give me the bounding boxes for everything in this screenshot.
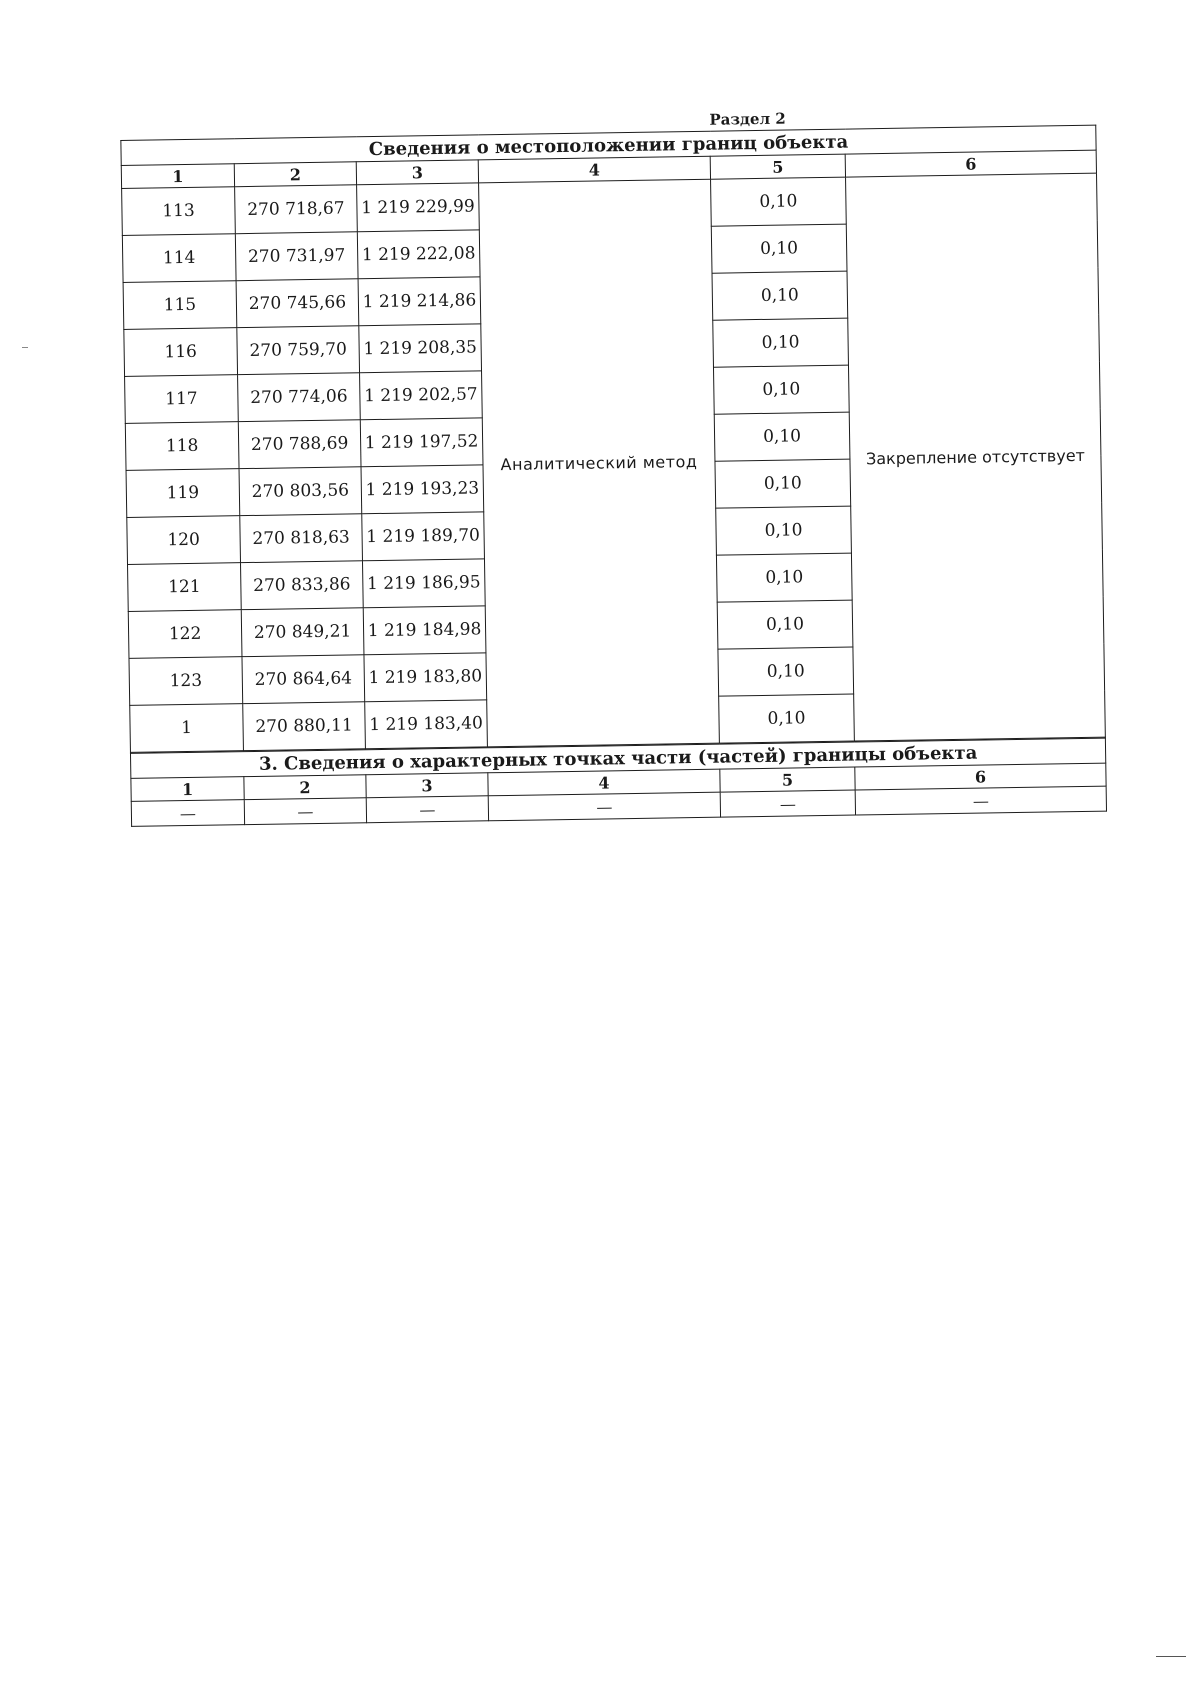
error-cell: 0,10 xyxy=(711,177,847,226)
table2-cell: — xyxy=(720,790,855,817)
fixing-cell: Закрепление отсутствует xyxy=(846,173,1106,741)
point-cell: 114 xyxy=(122,234,236,283)
table2-col-4: 4 xyxy=(488,769,720,796)
table2-col-2: 2 xyxy=(244,775,366,800)
parts-table xyxy=(130,738,1107,827)
error-cell: 0,10 xyxy=(713,318,849,367)
x-coordinate-cell: 270 849,21 xyxy=(241,608,364,657)
error-cell: 0,10 xyxy=(712,271,848,320)
table1-col-1: 1 xyxy=(121,164,234,189)
table2-col-3: 3 xyxy=(366,773,488,798)
y-coordinate-cell: 1 219 183,40 xyxy=(365,700,488,749)
error-cell: 0,10 xyxy=(717,600,853,649)
section-sheet xyxy=(120,103,1106,827)
scan-mark xyxy=(22,347,28,348)
y-coordinate-cell: 1 219 229,99 xyxy=(357,183,480,232)
table1-col-4: 4 xyxy=(478,156,710,183)
x-coordinate-cell: 270 803,56 xyxy=(239,467,362,516)
x-coordinate-cell: 270 731,97 xyxy=(235,232,358,281)
table1-col-5: 5 xyxy=(710,154,845,179)
scan-mark xyxy=(1156,1656,1186,1657)
point-cell: 117 xyxy=(125,375,239,424)
error-cell: 0,10 xyxy=(716,506,852,555)
y-coordinate-cell: 1 219 183,80 xyxy=(364,653,487,702)
x-coordinate-cell: 270 788,69 xyxy=(238,420,361,469)
point-cell: 119 xyxy=(126,469,240,518)
y-coordinate-cell: 1 219 202,57 xyxy=(360,371,483,420)
table1-col-6: 6 xyxy=(845,150,1096,177)
y-coordinate-cell: 1 219 197,52 xyxy=(360,418,483,467)
table2-cell: — xyxy=(366,796,488,823)
point-cell: 113 xyxy=(122,187,236,236)
table1-title: Сведения о местоположении границ объекта xyxy=(121,125,1096,165)
y-coordinate-cell: 1 219 193,23 xyxy=(361,465,484,514)
x-coordinate-cell: 270 864,64 xyxy=(242,655,365,704)
x-coordinate-cell: 270 833,86 xyxy=(240,561,363,610)
table1-col-2: 2 xyxy=(234,162,356,187)
y-coordinate-cell: 1 219 184,98 xyxy=(363,606,486,655)
x-coordinate-cell: 270 880,11 xyxy=(243,702,366,751)
table2-title: 3. Сведения о характерных точках части (частей) границы объекта xyxy=(130,738,1105,778)
point-cell: 121 xyxy=(128,563,242,612)
table2-cell: — xyxy=(131,800,244,827)
x-coordinate-cell: 270 759,70 xyxy=(237,326,360,375)
point-cell: 123 xyxy=(129,657,243,706)
y-coordinate-cell: 1 219 208,35 xyxy=(359,324,482,373)
error-cell: 0,10 xyxy=(713,365,849,414)
error-cell: 0,10 xyxy=(718,647,854,696)
y-coordinate-cell: 1 219 222,08 xyxy=(357,230,480,279)
error-cell: 0,10 xyxy=(715,459,851,508)
x-coordinate-cell: 270 718,67 xyxy=(235,185,358,234)
table1-col-3: 3 xyxy=(356,160,478,185)
x-coordinate-cell: 270 745,66 xyxy=(236,279,359,328)
point-cell: 115 xyxy=(123,281,237,330)
section-caption: Раздел 2 xyxy=(709,109,786,129)
point-cell: 120 xyxy=(127,516,241,565)
table2-col-5: 5 xyxy=(720,767,855,792)
y-coordinate-cell: 1 219 189,70 xyxy=(362,512,485,561)
method-cell: Аналитический метод xyxy=(479,179,720,747)
y-coordinate-cell: 1 219 186,95 xyxy=(362,559,485,608)
error-cell: 0,10 xyxy=(711,224,847,273)
table2-col-6: 6 xyxy=(855,763,1106,790)
table2-cell: — xyxy=(855,786,1106,815)
y-coordinate-cell: 1 219 214,86 xyxy=(358,277,481,326)
point-cell: 118 xyxy=(125,422,239,471)
table2-col-1: 1 xyxy=(131,777,244,802)
x-coordinate-cell: 270 774,06 xyxy=(238,373,361,422)
error-cell: 0,10 xyxy=(716,553,852,602)
x-coordinate-cell: 270 818,63 xyxy=(240,514,363,563)
table2-cell: — xyxy=(488,792,720,821)
boundary-table xyxy=(120,125,1106,753)
point-cell: 1 xyxy=(130,704,244,753)
error-cell: 0,10 xyxy=(714,412,850,461)
point-cell: 122 xyxy=(128,610,242,659)
table2-cell: — xyxy=(244,798,366,825)
error-cell: 0,10 xyxy=(719,694,855,743)
point-cell: 116 xyxy=(124,328,238,377)
